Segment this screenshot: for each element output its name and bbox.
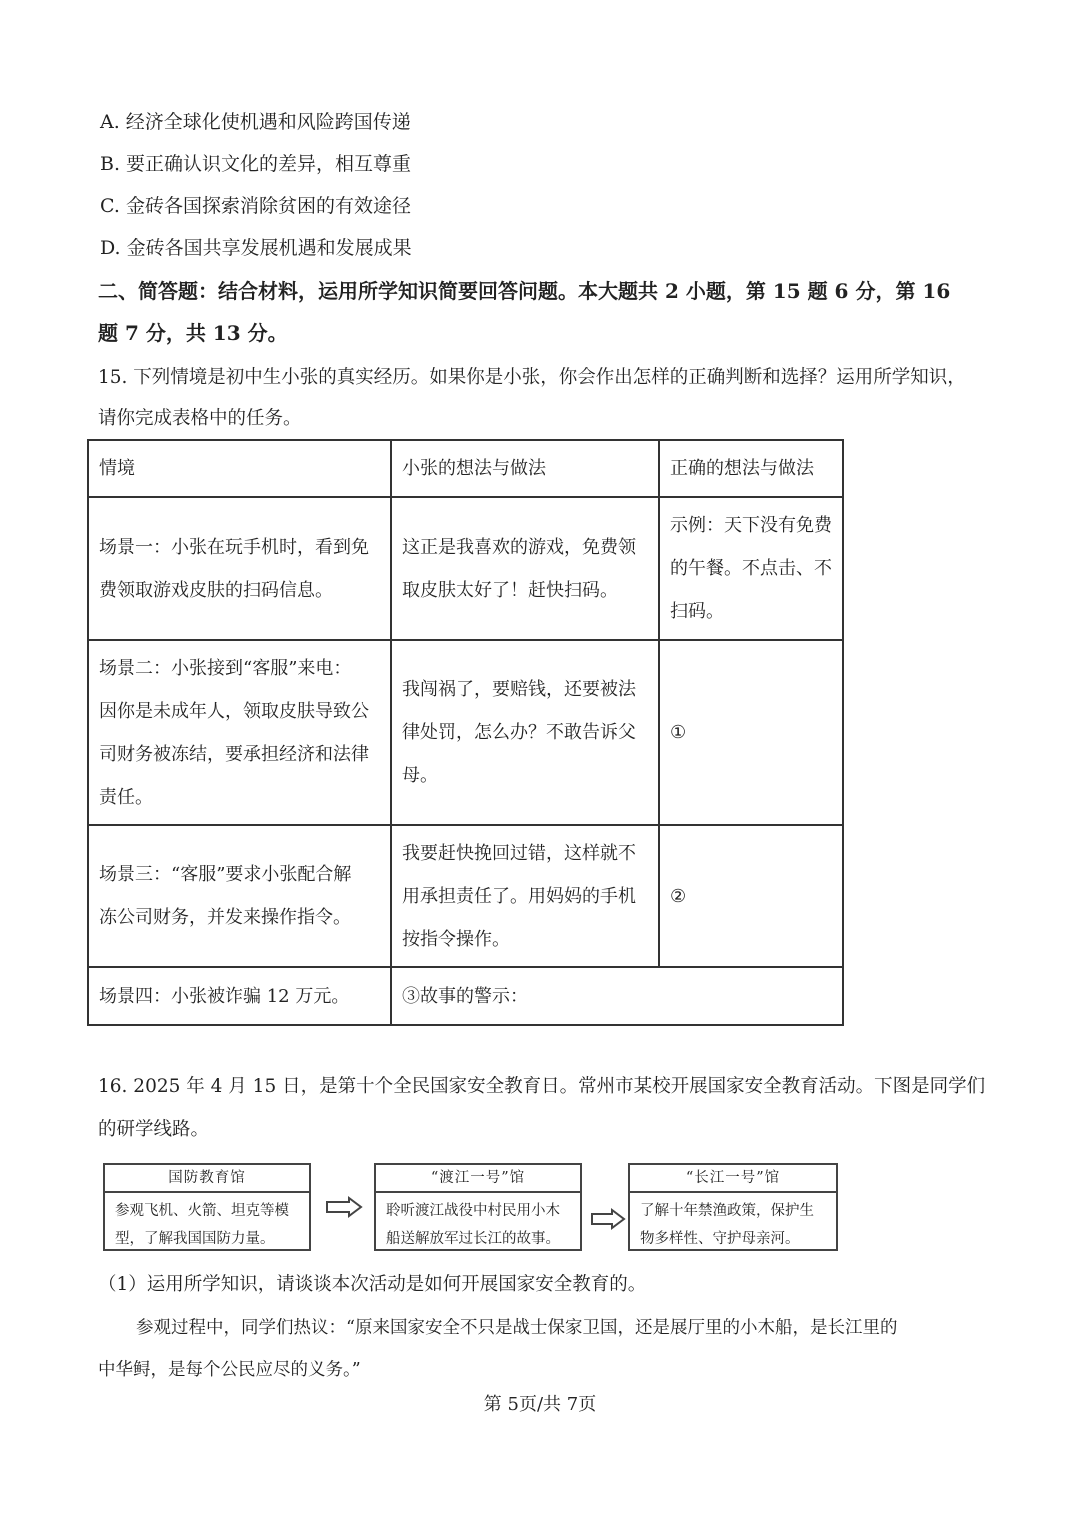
q16-stem-line1: 16. 2025 年 4 月 15 日，是第十个全民国家安全教育日。常州市某校开展国家安全教育活动。下图是同学们 — [98, 1076, 986, 1097]
situation-cell — [88, 497, 391, 640]
cell-line: 我要赶快挽回过错，这样就不 — [402, 842, 636, 864]
cell-line: 按指令操作。 — [402, 928, 510, 950]
situation-cell — [88, 825, 391, 967]
cell-line: 我闯祸了，要赔钱，还要被法 — [402, 679, 636, 700]
page-footer: 第 5页/共 7页 — [483, 1394, 597, 1415]
cell-line: 律处罚，怎么办？不敢告诉父 — [402, 722, 636, 743]
cell-line: 这正是我喜欢的游戏，免费领 — [402, 536, 636, 558]
route-box-body: 了解十年禁渔政策，保护生物多样性、守护母亲河。 — [640, 1203, 814, 1247]
cell-line: 场景三：“客服”要求小张配合解 — [99, 864, 352, 885]
route-box-dujiang-hall — [374, 1163, 582, 1251]
option-c: C. 金砖各国探索消除贫困的有效途径 — [100, 195, 411, 217]
cell-line: 场景二：小张接到“客服”来电： — [99, 657, 352, 679]
route-box-title: 国防教育馆 — [105, 1165, 309, 1193]
cell-line: 责任。 — [99, 786, 153, 808]
q15-stem-line2: 请你完成表格中的任务。 — [98, 408, 302, 429]
situation-cell — [88, 640, 391, 825]
header-idea: 小张的想法与做法 — [391, 440, 659, 497]
idea-cell — [391, 640, 659, 825]
route-box-changjiang-hall — [628, 1163, 838, 1251]
cell-line: 司财务被冻结，要承担经济和法律 — [99, 743, 369, 765]
situation-cell: 场景四：小张被诈骗 12 万元。 — [88, 967, 391, 1025]
right-arrow-icon — [325, 1196, 363, 1218]
q16-quote-line2: 中华鲟，是每个公民应尽的义务。” — [98, 1360, 361, 1380]
q16-quote-line1: 参观过程中，同学们热议：“原来国家安全不只是战士保家卫国，还是展厅里的小木船，是长江里的 — [136, 1318, 898, 1338]
warning-cell: ③故事的警示： — [391, 967, 843, 1025]
section-heading-line2: 题 7 分，共 13 分。 — [98, 321, 288, 345]
header-situation: 情境 — [88, 440, 391, 497]
idea-cell — [391, 497, 659, 640]
cell-line: 扫码。 — [670, 601, 724, 622]
table-row — [88, 967, 843, 1025]
cell-line: 取皮肤太好了！赶快扫码。 — [402, 579, 618, 601]
section-heading-line1: 二、简答题：结合材料，运用所学知识简要回答问题。本大题共 2 小题，第 15 题 6 分，第 16 — [98, 279, 951, 303]
cell-line: 用承担责任了。用妈妈的手机 — [402, 885, 636, 907]
answer-blank-2: ② — [659, 825, 843, 967]
option-a: A. 经济全球化使机遇和风险跨国传递 — [100, 111, 411, 133]
q15-stem-line1: 15. 下列情境是初中生小张的真实经历。如果你是小张，你会作出怎样的正确判断和选择？运用所学知识， — [98, 367, 966, 388]
route-box-title: “渡江一号”馆 — [376, 1165, 580, 1193]
header-correct: 正确的想法与做法 — [659, 440, 843, 497]
table-header-row — [88, 440, 843, 497]
right-arrow-icon — [590, 1208, 626, 1230]
cell-line: 冻公司财务，并发来操作指令。 — [99, 907, 351, 928]
cell-line: 费领取游戏皮肤的扫码信息。 — [99, 579, 333, 601]
cell-line: 示例：天下没有免费 — [670, 515, 832, 536]
cell-line: 母。 — [402, 765, 438, 786]
table-row — [88, 640, 843, 825]
route-box-title: “长江一号”馆 — [630, 1165, 836, 1193]
cell-line: 的午餐。不点击、不 — [670, 558, 832, 579]
idea-cell — [391, 825, 659, 967]
option-d: D. 金砖各国共享发展机遇和发展成果 — [100, 237, 412, 259]
option-b: B. 要正确认识文化的差异，相互尊重 — [100, 153, 412, 175]
scenario-table — [87, 439, 844, 1026]
cell-line: 场景一：小张在玩手机时，看到免 — [99, 536, 369, 558]
route-box-defense-hall — [103, 1163, 311, 1251]
route-box-body: 聆听渡江战役中村民用小木船送解放军过长江的故事。 — [386, 1203, 560, 1247]
q16-stem-line2: 的研学线路。 — [98, 1119, 210, 1140]
route-box-body: 参观飞机、火箭、坦克等模型，了解我国国防力量。 — [115, 1203, 289, 1247]
correct-cell — [659, 497, 843, 640]
table-row — [88, 825, 843, 967]
q16-sub1: （1）运用所学知识，请谈谈本次活动是如何开展国家安全教育的。 — [98, 1274, 647, 1295]
cell-line: 因你是未成年人，领取皮肤导致公 — [99, 700, 369, 722]
answer-blank-1: ① — [659, 640, 843, 825]
table-row — [88, 497, 843, 640]
